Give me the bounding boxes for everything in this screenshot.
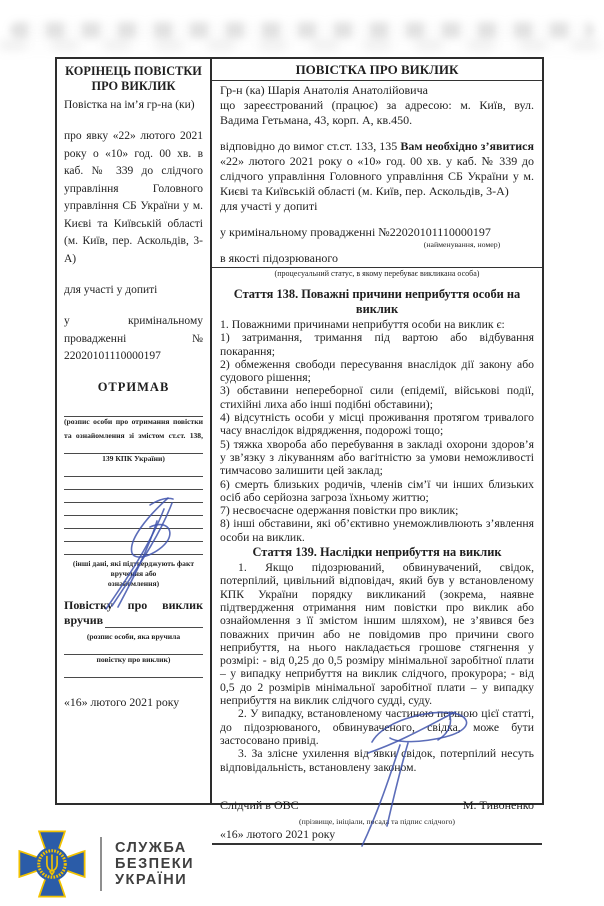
article-138-item: 7) несвоєчасне одержання повістки про виклик; xyxy=(220,504,459,518)
stub-name-line: Повістка на ім’я гр-на (ки) xyxy=(64,99,195,111)
blank-line xyxy=(64,542,203,555)
blank-line xyxy=(64,464,203,477)
stub-appearance-text: про явку «22» лютого 2021 року о «10» год. 00 хв. в каб. № 339 до слідчого управління Головного управління СБ України у м. Києві та Київській області (м. Київ, пер. Аскольдів, 3-А) xyxy=(64,130,203,265)
investigator-name: М. Тивоненко xyxy=(462,797,534,812)
stub-handed-note: повістку про виклик) xyxy=(96,654,171,664)
stub-other-note: ознайомлення) xyxy=(107,578,160,588)
proceeding-note: (найменування, номер) xyxy=(423,240,501,249)
investigator-label: Слідчий в ОВС xyxy=(220,797,299,812)
blank-line xyxy=(64,665,203,678)
article-138-item: 4) відсутність особи у місці проживання протягом тривалого часу внаслідок відрядження, подорожі тощо; xyxy=(220,411,534,438)
sbu-logo-line: СЛУЖБА xyxy=(115,840,187,856)
blank-line xyxy=(64,516,203,529)
blank-line xyxy=(64,490,203,503)
article-138-item: 6) смерть близьких родичів, членів сім’ї чи інших близьких осіб або серйозна загроза їхньому життю; xyxy=(220,477,534,504)
stub-receipt-note: (розпис особи про отримання повістки xyxy=(64,416,203,426)
sbu-logo-line: БЕЗПЕКИ xyxy=(115,856,195,872)
summons-address: що зареєстрований (працює) за адресою: м. Київ, вул. Вадима Гетьмана, 43, корп. А, кв.450. xyxy=(220,98,534,127)
article-138-item: 8) інші обставини, які об’єктивно унеможливлюють з’явлення особи на виклик. xyxy=(220,517,534,544)
sbu-logo-line: УКРАЇНИ xyxy=(115,872,188,888)
blank-line xyxy=(64,404,203,417)
blank-line xyxy=(64,503,203,516)
article-138-item: 1. Поважними причинами неприбуття особи на виклик є: xyxy=(220,318,505,331)
blank-line xyxy=(64,441,203,454)
article-138-item: 5) тяжка хвороба або перебування в закладі охорони здоров’я у зв’язку з лікуванням або вагітністю за умови неможливості тимчасово залишити цей заклад; xyxy=(220,437,534,478)
requirement-prefix: відповідно до вимог ст.ст. 133, 135 xyxy=(220,139,401,153)
sbu-logo-text xyxy=(115,840,194,888)
stub-title: КОРІНЕЦЬ ПОВІСТКИ ПРО ВИКЛИК xyxy=(65,64,202,93)
summons-stub-column xyxy=(57,59,212,803)
summons-purpose: для участі у допиті xyxy=(220,199,318,213)
article-139-paragraph: 1. Якщо підозрюваний, обвинувачений, свідок, потерпілий, цивільний відповідач, який був у встановленому КПК України порядку викликаний (зокрема, наявне підтвердження отримання ним повістки про виклик або ознайомлення з її змістом іншим шляхом), не з’явився без поважних причин або не повідомив про причини свого неприбуття, на нього накладається грошове стягнення у розмірі: - від 0,25 до 0,5 розміру мінімальної заробітної плати – у випадку неприбуття на виклик слідчого, прокурора; - від 0,5 до 2 розмірів мінімальної заробітної плати – у випадку неприбуття на виклик слідчого судді, суду. xyxy=(220,561,534,708)
stub-handed-label: Повістку про виклик xyxy=(64,597,203,612)
summons-main-column xyxy=(212,59,542,841)
summons-requirement xyxy=(220,139,534,199)
blank-line xyxy=(64,642,203,655)
summons-title: ПОВІСТКА ПРО ВИКЛИК xyxy=(212,61,542,81)
article-138-item: 3) обставини непереборної сили (епідемії, військові події, стихійні лиха або інші подібні обставини); xyxy=(220,384,534,411)
stub-handed-line xyxy=(64,613,203,628)
scan-artifact-strip xyxy=(0,40,604,50)
logo-divider xyxy=(100,837,102,891)
stub-other-note: (інші дані, які підтверджують факт вручення або xyxy=(72,558,195,578)
article-139-paragraph: 3. За злісне ухилення від явки свідок, потерпілий несуть відповідальність, встановлену законом. xyxy=(220,747,534,774)
stub-handed-note: (розпис особи, яка вручила xyxy=(86,631,181,641)
stub-date: «16» лютого 2021 року xyxy=(64,694,180,709)
sbu-logo xyxy=(18,830,194,898)
scan-artifact-strip xyxy=(10,22,594,38)
summons-status: в якості підозрюваного xyxy=(212,251,542,268)
requirement-emphasis: Вам необхідно з’явитися xyxy=(400,139,534,153)
stub-receipt-note: та ознайомлення зі змістом ст.ст. 138, xyxy=(64,430,203,440)
signature-line xyxy=(105,615,203,628)
investigator-note: (прізвище, ініціали, посада та підпис слідчого) xyxy=(299,816,455,826)
summons-form xyxy=(55,57,544,841)
summons-proceeding: у кримінальному провадженні №22020101110000197 xyxy=(220,225,491,239)
blank-line xyxy=(64,477,203,490)
article-138-item: 2) обмеження свободи пересування внаслідок дії закону або судового рішення; xyxy=(220,357,534,385)
stub-received-label: ОТРИМАВ xyxy=(97,379,170,394)
sbu-emblem-icon xyxy=(18,830,86,898)
stub-handed-verb: вручив xyxy=(64,612,104,627)
article-139-paragraph: 2. У випадку, встановленому частиною першою цієї статті, до підозрюваного, обвинуваченого, свідка, може бути застосовано привід. xyxy=(220,707,534,747)
summons-addressee: Гр-н (ка) Шарія Анатолія Анатолійовича xyxy=(220,83,428,97)
stub-receipt-note: 139 КПК України) xyxy=(102,453,165,463)
investigator-row xyxy=(220,798,534,813)
article-138-item: 1) затримання, тримання під вартою або відбування покарання; xyxy=(220,331,534,358)
stub-proceeding: у кримінальному провадженні № 22020101110000197 xyxy=(64,315,203,362)
blank-line xyxy=(64,529,203,542)
article-138-title: Стаття 138. Поважні причини неприбуття особи на виклик xyxy=(233,287,521,316)
summons-date: «16» лютого 2021 року xyxy=(212,827,542,845)
requirement-rest: «22» лютого 2021 року о «10» год. 00 хв. у каб. № 339 до слідчого управління Головного управління СБ України у м. Києві та Київській області (м. Київ, пер. Аскольдів, 3-А) xyxy=(220,154,534,198)
stub-purpose: для участі у допиті xyxy=(64,284,158,296)
article-139-title: Стаття 139. Наслідки неприбуття на виклик xyxy=(252,545,502,560)
status-note: (процесуальний статус, в якому перебуває викликана особа) xyxy=(274,269,480,278)
